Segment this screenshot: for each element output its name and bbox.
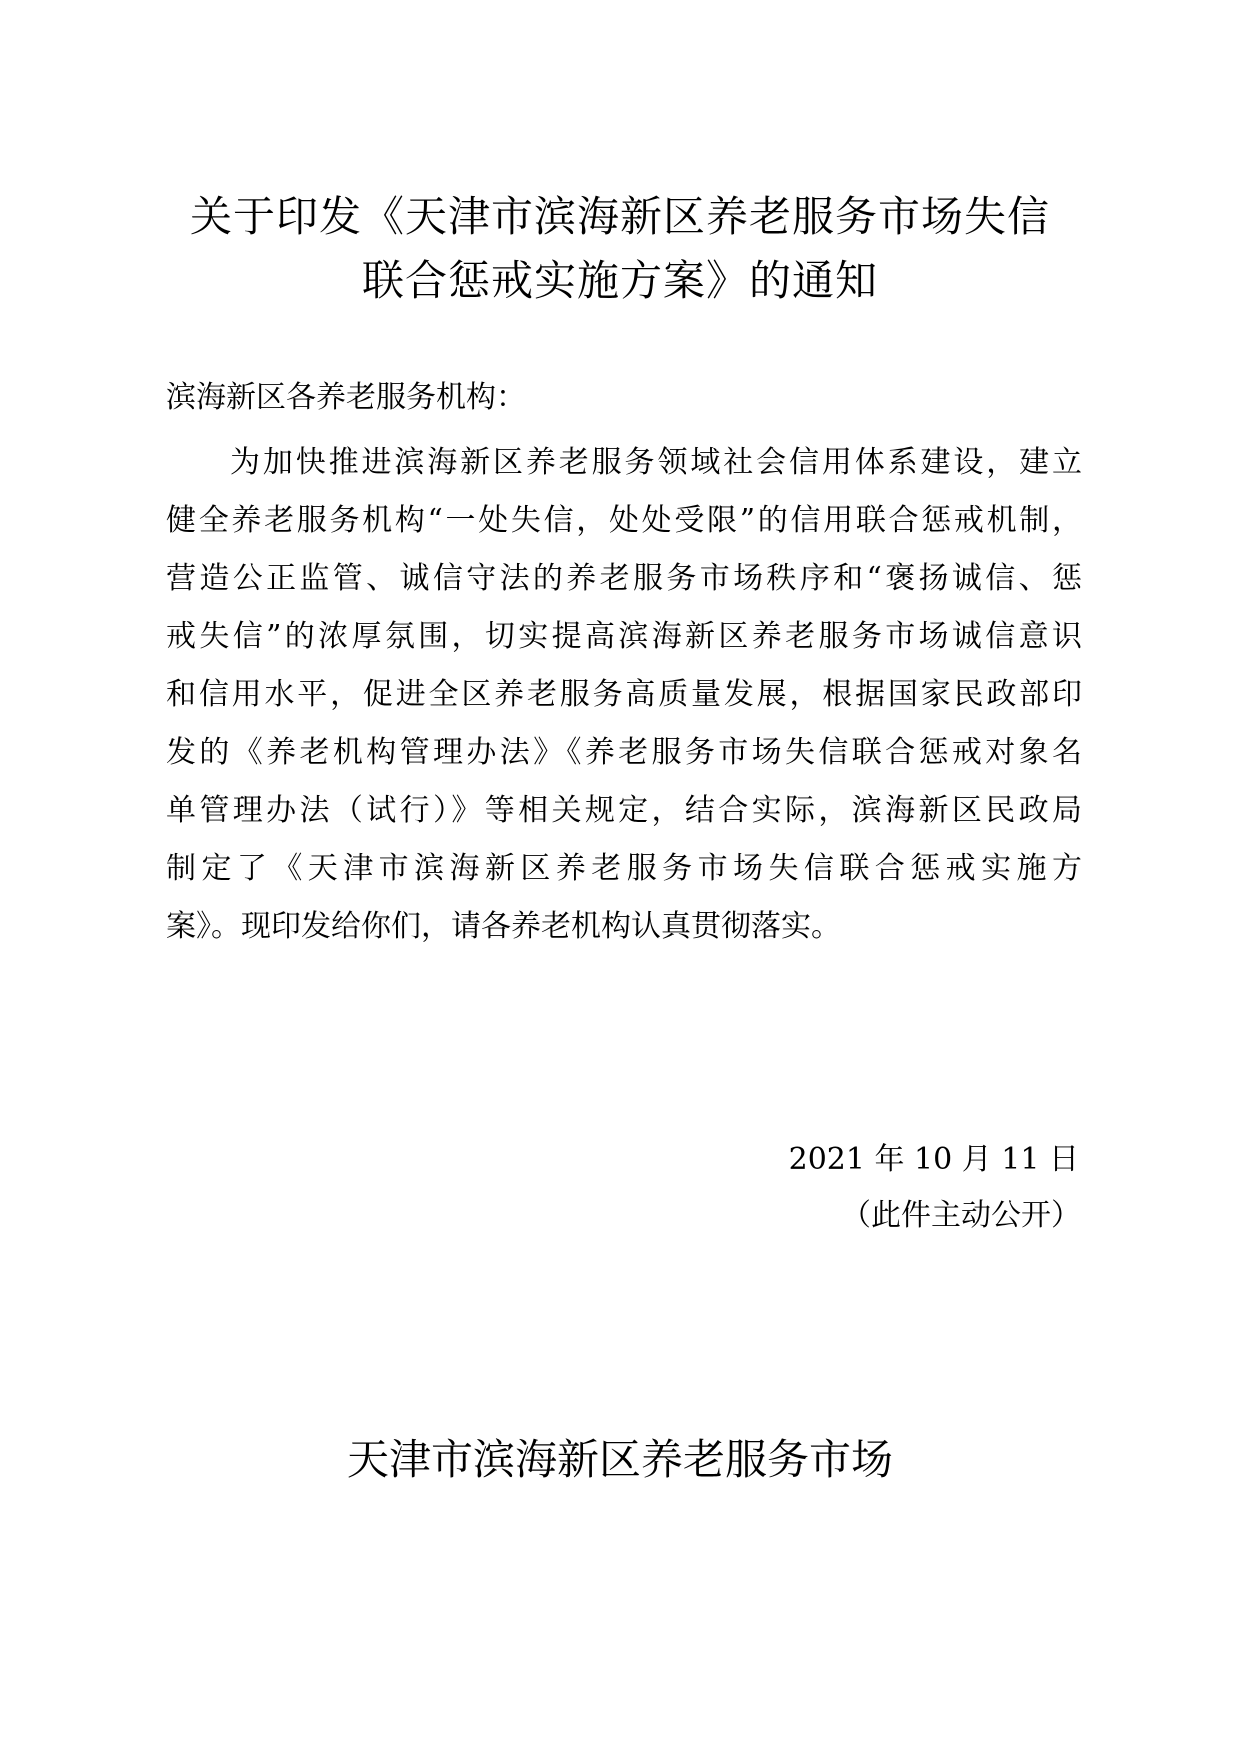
body-line: 营造公正监管、诚信守法的养老服务市场秩序和“褒扬诚信、惩 [166, 561, 1082, 596]
document-title [150, 185, 1090, 313]
attachment-heading: 天津市滨海新区养老服务市场 [346, 1435, 893, 1484]
body-line: 案》。现印发给你们，请各养老机构认真贯彻落实。 [166, 909, 841, 944]
body-line: 为加快推进滨海新区养老服务领域社会信用体系建设，建立 [230, 445, 1082, 480]
issue-date: 2021 年 10 月 11 日 [788, 1142, 1079, 1177]
body-line: 和信用水平，促进全区养老服务高质量发展，根据国家民政部印 [166, 677, 1082, 712]
disclosure-note: （此件主动公开） [841, 1198, 1081, 1233]
body-line: 单管理办法（试行）》等相关规定，结合实际，滨海新区民政局 [166, 793, 1082, 828]
body-line: 健全养老服务机构“一处失信，处处受限”的信用联合惩戒机制， [166, 503, 1082, 538]
body-line: 发的《养老机构管理办法》《养老服务市场失信联合惩戒对象名 [166, 735, 1082, 770]
body-line: 戒失信”的浓厚氛围，切实提高滨海新区养老服务市场诚信意识 [166, 619, 1082, 654]
title-line-1: 关于印发《天津市滨海新区养老服务市场失信 [189, 192, 1050, 241]
body-line: 制定了《天津市滨海新区养老服务市场失信联合惩戒实施方 [166, 851, 1082, 886]
salutation: 滨海新区各养老服务机构： [166, 380, 526, 415]
body-paragraph [166, 434, 1082, 956]
title-line-2: 联合惩戒实施方案》的通知 [361, 256, 878, 305]
